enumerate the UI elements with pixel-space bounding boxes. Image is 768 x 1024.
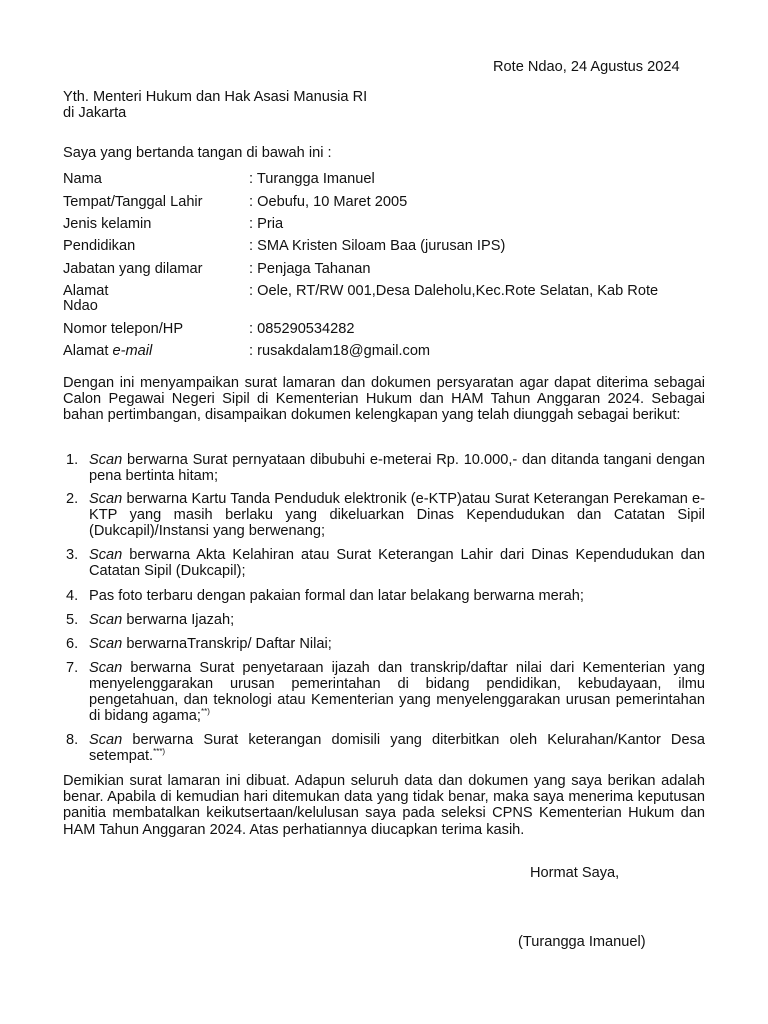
list-text <box>89 636 705 652</box>
field-label-email-italic: e-mail <box>112 343 153 359</box>
footnote-marker: **) <box>200 707 210 716</box>
list-italic: Scan <box>89 636 123 652</box>
list-italic: Scan <box>89 732 123 748</box>
list-number: 5. <box>66 612 79 628</box>
field-label-jabatan: Jabatan yang dilamar <box>63 261 203 277</box>
list-number: 1. <box>66 452 79 468</box>
field-label-ttl: Tempat/Tanggal Lahir <box>63 194 203 210</box>
recipient-line-1: Yth. Menteri Hukum dan Hak Asasi Manusia RI <box>63 89 368 105</box>
field-value-ttl: : Oebufu, 10 Maret 2005 <box>249 194 408 210</box>
list-body: berwarna Surat penyetaraan ijazah dan transkrip/daftar nilai dari Kementerian yang menyelenggarakan urusan pemerintahan di bidang pendidikan, kebudayaan, ilmu pengetahuan, dan teknologi atau Kementerian yang menyelenggarakan urusan pemerintahan di bidang agama; <box>89 660 705 724</box>
list-body: berwarna Akta Kelahiran atau Surat Keterangan Lahir dari Dinas Kependudukan dan Catatan Sipil (Dukcapil); <box>89 547 705 579</box>
field-label-pendidikan: Pendidikan <box>63 238 136 254</box>
field-value-pendidikan: : SMA Kristen Siloam Baa (jurusan IPS) <box>249 238 506 254</box>
list-body: berwarnaTranskrip/ Daftar Nilai; <box>122 636 332 652</box>
list-number: 8. <box>66 732 79 748</box>
paragraph-closing: Demikian surat lamaran ini dibuat. Adapun seluruh data dan dokumen yang saya berikan adalah benar. Apabila di kemudian hari ditemukan data yang tidak benar, maka saya menerima keputusan panitia membatalkan keikutsertaan/kelulusan saya pada seleksi CPNS Kementerian Hukum dan HAM Tahun Anggaran 2024. Atas perhatiannya diucapkan terima kasih. <box>63 773 705 838</box>
field-value-nama: : Turangga Imanuel <box>249 171 375 187</box>
list-number: 7. <box>66 660 79 676</box>
field-value-jabatan: : Penjaga Tahanan <box>249 261 371 277</box>
list-body: berwarna Surat pernyataan dibubuhi e-meterai Rp. 10.000,- dan ditanda tangani dengan pena bertinta hitam; <box>89 452 705 484</box>
list-number: 2. <box>66 491 79 507</box>
list-italic: Scan <box>89 491 123 507</box>
paragraph-intro: Dengan ini menyampaikan surat lamaran dan dokumen persyaratan agar dapat diterima sebagai Calon Pegawai Negeri Sipil di Kementerian Hukum dan HAM Tahun Anggaran 2024. Sebagai bahan pertimbangan, disampaikan dokumen kelengkapan yang telah diunggah sebagai berikut: <box>63 375 705 424</box>
place-date: Rote Ndao, 24 Agustus 2024 <box>493 59 680 75</box>
list-text <box>89 547 705 579</box>
field-label-nama: Nama <box>63 171 102 187</box>
field-value-email: : rusakdalam18@gmail.com <box>249 343 431 359</box>
list-text <box>89 452 705 484</box>
field-label-alamat: Alamat <box>63 283 109 299</box>
field-label-gender: Jenis kelamin <box>63 216 152 232</box>
list-text <box>89 732 705 764</box>
list-italic: Scan <box>89 660 123 676</box>
field-value-alamat-continuation: Ndao <box>63 298 98 314</box>
field-label-telepon: Nomor telepon/HP <box>63 321 184 337</box>
list-text <box>89 612 705 628</box>
closing-salutation: Hormat Saya, <box>530 865 620 881</box>
list-body: berwarna Kartu Tanda Penduduk elektronik (e-KTP)atau Surat Keterangan Perekaman e-KTP yang masih berlaku yang dikeluarkan Dinas Kependudukan dan Catatan Sipil (Dukcapil)/Instansi yang berwenang; <box>89 491 705 539</box>
list-italic: Scan <box>89 547 123 563</box>
intro-text: Saya yang bertanda tangan di bawah ini : <box>63 145 332 161</box>
signature-name: (Turangga Imanuel) <box>518 934 646 950</box>
list-italic: Scan <box>89 612 123 628</box>
field-label-email <box>63 343 152 359</box>
field-value-alamat: : Oele, RT/RW 001,Desa Daleholu,Kec.Rote Selatan, Kab Rote <box>249 283 659 299</box>
field-value-gender: : Pria <box>249 216 284 232</box>
list-text <box>89 588 705 604</box>
field-label-email-prefix: Alamat <box>63 343 113 359</box>
list-number: 3. <box>66 547 79 563</box>
list-number: 6. <box>66 636 79 652</box>
list-body: berwarna Surat keterangan domisili yang diterbitkan oleh Kelurahan/Kantor Desa setempat. <box>89 732 705 764</box>
recipient-line-2: di Jakarta <box>63 105 127 121</box>
list-body: Pas foto terbaru dengan pakaian formal dan latar belakang berwarna merah; <box>89 588 584 604</box>
list-text <box>89 491 705 539</box>
field-value-telepon: : 085290534282 <box>249 321 355 337</box>
footnote-marker: ***) <box>153 747 166 756</box>
list-number: 4. <box>66 588 79 604</box>
list-body: berwarna Ijazah; <box>122 612 235 628</box>
list-italic: Scan <box>89 452 123 468</box>
list-text <box>89 660 705 724</box>
